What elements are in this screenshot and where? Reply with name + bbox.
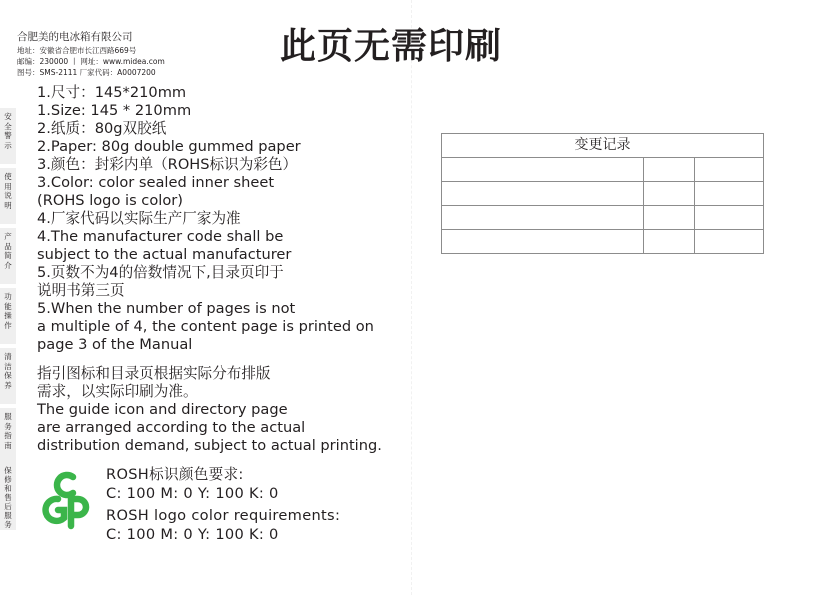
side-tab-function[interactable] <box>0 288 16 344</box>
change-record-header: 变更记录 <box>442 134 764 158</box>
note-line: 4.The manufacturer code shall be <box>37 228 284 245</box>
side-tab-product[interactable] <box>0 228 16 284</box>
note-line: a multiple of 4, the content page is printed on <box>37 318 374 335</box>
fold-line <box>411 0 412 595</box>
company-codes: 图号：SMS-2111 厂家代码：A0007200 <box>17 68 156 77</box>
rosh-cn-values: C: 100 M: 0 Y: 100 K: 0 <box>106 485 279 502</box>
note-line: 1.Size: 145 * 210mm <box>37 102 192 119</box>
side-tab-label: 清 洁 保 养 <box>4 352 12 390</box>
table-cell[interactable] <box>442 182 644 206</box>
guide-line: The guide icon and directory page <box>37 401 288 418</box>
rosh-cn-label: ROSH标识颜色要求: <box>106 466 244 483</box>
table-cell[interactable] <box>442 230 644 254</box>
guide-block <box>37 365 382 455</box>
table-row <box>442 206 764 230</box>
rohs-gp-logo-icon <box>38 468 96 538</box>
table-row <box>442 230 764 254</box>
side-tab-label: 产 品 简 介 <box>4 232 12 270</box>
guide-line: 指引图标和目录页根据实际分布排版 <box>37 365 271 382</box>
notes-block <box>37 84 374 354</box>
table-cell[interactable] <box>695 158 764 182</box>
note-line: 2.Paper: 80g double gummed paper <box>37 138 301 155</box>
note-line: (ROHS logo is color) <box>37 192 183 209</box>
rosh-en-values: C: 100 M: 0 Y: 100 K: 0 <box>106 526 279 543</box>
table-row <box>442 182 764 206</box>
table-cell[interactable] <box>695 206 764 230</box>
table-cell[interactable] <box>644 182 695 206</box>
table-cell[interactable] <box>644 206 695 230</box>
note-line: subject to the actual manufacturer <box>37 246 292 263</box>
rosh-en-label: ROSH logo color requirements: <box>106 507 341 524</box>
side-tab-label: 使 用 说 明 <box>4 172 12 210</box>
note-line: 说明书第三页 <box>37 282 125 299</box>
side-tab-service[interactable] <box>0 408 16 464</box>
note-line: 3.颜色：封彩内单（ROHS标识为彩色） <box>37 156 298 173</box>
table-cell[interactable] <box>442 206 644 230</box>
change-record-table <box>441 133 764 254</box>
side-tab-label: 服 务 指 南 <box>4 412 12 450</box>
side-tab-label: 功 能 操 作 <box>4 292 12 330</box>
company-address: 地址：安徽省合肥市长江西路669号 <box>17 46 137 55</box>
side-tab-label: 保 修 和 售 后 服 务 <box>4 466 12 529</box>
note-line: 3.Color: color sealed inner sheet <box>37 174 275 191</box>
note-line: 2.纸质：80g双胶纸 <box>37 120 167 137</box>
side-tab-warranty[interactable] <box>0 464 16 530</box>
note-line: 1.尺寸：145*210mm <box>37 84 187 101</box>
note-line: 5.When the number of pages is not <box>37 300 296 317</box>
note-line: 5.页数不为4的倍数情况下,目录页印于 <box>37 264 284 281</box>
side-tab-usage[interactable] <box>0 168 16 224</box>
company-postcode: 邮编：230000 丨 网址：www.midea.com <box>17 57 165 66</box>
table-cell[interactable] <box>695 230 764 254</box>
guide-line: are arranged according to the actual <box>37 419 306 436</box>
company-name: 合肥美的电冰箱有限公司 <box>17 31 133 43</box>
side-tab-label: 安 全 警 示 <box>4 112 12 150</box>
note-line: page 3 of the Manual <box>37 336 193 353</box>
guide-line: 需求，以实际印刷为准。 <box>37 383 198 400</box>
table-cell[interactable] <box>695 182 764 206</box>
note-line: 4.厂家代码以实际生产厂家为准 <box>37 210 241 227</box>
table-cell[interactable] <box>644 230 695 254</box>
page-title: 此页无需印刷 <box>280 26 503 67</box>
side-tab-safety[interactable] <box>0 108 16 164</box>
table-cell[interactable] <box>644 158 695 182</box>
guide-line: distribution demand, subject to actual printing. <box>37 437 382 454</box>
side-tab-cleaning[interactable] <box>0 348 16 404</box>
table-cell[interactable] <box>442 158 644 182</box>
table-row <box>442 158 764 182</box>
